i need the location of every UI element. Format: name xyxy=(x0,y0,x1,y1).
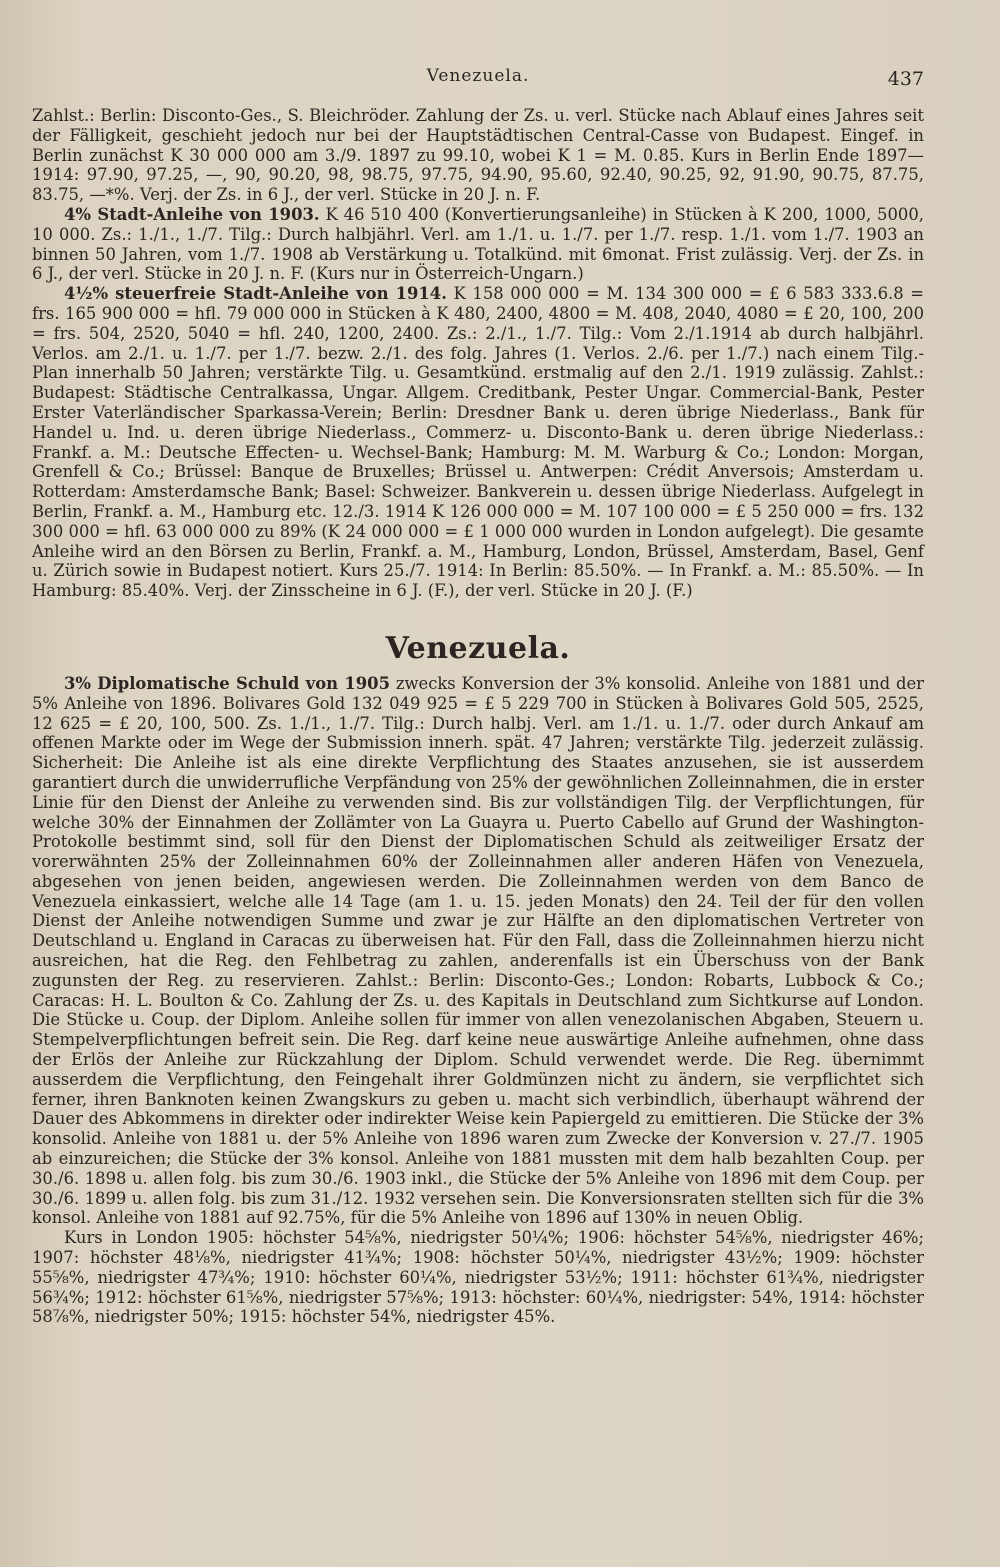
loan-1914-title: 4½% steuerfreie Stadt-Anleihe von 1914. xyxy=(64,284,447,304)
page-number: 437 xyxy=(887,68,924,90)
austria-zahlstellen-paragraph: Zahlst.: Berlin: Disconto-Ges., S. Bleichröder. Zahlung der Zs. u. verl. Stücke nach Ablauf eines Jahres seit der Fälligkeit, geschieht jedoch nur bei der Hauptstädtischen Central-Casse von Budapest. Eingef. in Berlin zunächst K 30 000 000 am 3./9. 1897 zu 99.10, wobei K 1 = M. 0.85. Kurs in Berlin Ende 1897—1914: 97.90, 97.25, —, 90, 90.20, 98, 98.75, 97.75, 94.90, 95.60, 92.40, 90.25, 92, 91.90, 90.75, 87.75, 83.75, —*%. Verj. der Zs. in 6 J., der verl. Stücke in 20 J. n. F. xyxy=(32,106,924,205)
loan-1914-text: K 158 000 000 = M. 134 300 000 = £ 6 583 333.6.8 = frs. 165 900 000 = hfl. 79 000 000 in Stücken à K 480, 2400, 4800 = M. 408, 2040, 4080 = £ 20, 100, 200 = frs. 504, 2520, 5040 = hfl. 240, 1200, 2400. Zs.: 2./1., 1./7. Tilg.: Vom 2./1.1914 ab durch halbjährl. Verlos. am 2./1. u. 1./7. per 1./7. bezw. 2./1. des folg. Jahres (1. Verlos. 2./6. per 1./7.) nach einem Tilg.-Plan innerhalb 50 Jahren; verstärkte Tilg. u. Gesamtkünd. erstmalig auf den 2./1. 1919 zulässig. Zahlst.: Budapest: Städtische Centralkassa, Ungar. Allgem. Creditbank, Pester Ungar. Commercial-Bank, Pester Erster Vaterländischer Sparkassa-Verein; Berlin: Dresdner Bank u. deren übrige Niederlass., Bank für Handel u. Ind. u. deren übrige Niederlass., Commerz- u. Disconto-Bank u. deren übrige Niederlass.: Frankf. a. M.: Deutsche Effecten- u. Wechsel-Bank; Hamburg: M. M. Warburg & Co.; London: Morgan, Grenfell & Co.; Brüssel: Banque de Bruxelles; Brüssel u. Antwerpen: Crédit Anversois; Amsterdam u. Rotterdam: Amsterdamsche Bank; Basel: Schweizer. Bankverein u. dessen übrige Niederlass. Aufgelegt in Berlin, Frankf. a. M., Hamburg etc. 12./3. 1914 K 126 000 000 = M. 107 100 000 = £ 5 250 000 = frs. 132 300 000 = hfl. 63 000 000 zu 89% (K 24 000 000 = £ 1 000 000 wurden in London aufgelegt). Die gesamte Anleihe wird an den Börsen zu Berlin, Frankf. a. M., Hamburg, London, Brüssel, Amsterdam, Basel, Genf u. Zürich sowie in Budapest notiert. Kurs 25./7. 1914: In Berlin: 85.50%. — In Frankf. a. M.: 85.50%. — In Hamburg: 85.40%. Verj. der Zinsscheine in 6 J. (F.), der verl. Stücke in 20 J. (F.) xyxy=(32,284,924,601)
section-heading-venezuela: Venezuela. xyxy=(385,630,571,666)
loan-1903-paragraph xyxy=(32,205,924,284)
loan-1903-title: 4% Stadt-Anleihe von 1903. xyxy=(64,204,320,224)
running-head xyxy=(32,66,924,106)
loan-1914-paragraph xyxy=(32,284,924,601)
diplomatic-debt-paragraph xyxy=(32,674,924,1228)
diplomatic-debt-text: zwecks Konversion der 3% konsolid. Anleihe von 1881 und der 5% Anleihe von 1896. Bolivares Gold 132 049 925 = £ 5 229 700 in Stücken à Bolivares Gold 505, 2525, 12 625 = £ 20, 100, 500. Zs. 1./1., 1./7. Tilg.: Durch halbj. Verl. am 1./1. u. 1./7. oder durch Ankauf am offenen Markte oder im Wege der Submission innerh. spät. 47 Jahren; verstärkte Tilg. jederzeit zulässig. Sicherheit: Die Anleihe ist als eine direkte Verpflichtung des Staates anzusehen, sie ist ausserdem garantiert durch die unwiderrufliche Verpfändung von 25% der gewöhnlichen Zolleinnahmen, die in erster Linie für den Dienst der Anleihe zu verwenden sind. Bis zur vollständigen Tilg. der Verpflichtungen, für welche 30% der Einnahmen der Zollämter von La Guayra u. Puerto Cabello auf Grund der Washington-Protokolle bestimmt sind, soll für den Dienst der Diplomatischen Schuld als zeitweiliger Ersatz der vorerwähnten 25% der Zolleinnahmen 60% der Zolleinnahmen aller anderen Häfen von Venezuela, abgesehen von jenen beiden, angewiesen werden. Die Zolleinnahmen werden von dem Banco de Venezuela einkassiert, welche alle 14 Tage (am 1. u. 15. jeden Monats) den 24. Teil der für den vollen Dienst der Anleihe notwendigen Summe und zwar je zur Hälfte an den diplomatischen Vertreter von Deutschland u. England in Caracas zu überweisen hat. Für den Fall, dass die Zolleinnahmen hierzu nicht ausreichen, hat die Reg. den Fehlbetrag zu zahlen, anderenfalls ist ein Überschuss von der Bank zugunsten der Reg. zu reservieren. Zahlst.: Berlin: Disconto-Ges.; London: Robarts, Lubbock & Co.; Caracas: H. L. Boulton & Co. Zahlung der Zs. u. des Kapitals in Deutschland zum Sichtkurse auf London. Die Stücke u. Coup. der Diplom. Anleihe sollen für immer von allen venezolanischen Abgaben, Steuern u. Stempelverpflichtungen befreit sein. Die Reg. darf keine neue auswärtige Anleihe aufnehmen, ohne dass der Erlös der Anleihe zur Rückzahlung der Diplom. Schuld verwendet werde. Die Reg. übernimmt ausserdem die Verpflichtung, den Feingehalt ihrer Goldmünzen nicht zu ändern, sie verpflichtet sich ferner, ihren Banknoten keinen Zwangskurs zu geben u. macht sich verbindlich, überhaupt während der Dauer des Abkommens in direkter oder indirekter Weise kein Papiergeld zu emittieren. Die Stücke der 3% konsolid. Anleihe von 1881 u. der 5% Anleihe von 1896 waren zum Zwecke der Konversion v. 27./7. 1905 ab einzureichen; die Stücke der 3% konsol. Anleihe von 1881 mussten mit dem halb bezahlten Coup. per 30./6. 1898 u. allen folg. bis zum 30./6. 1903 inkl., die Stücke der 5% Anleihe von 1896 mit dem Coup. per 30./6. 1899 u. allen folg. bis zum 31./12. 1932 versehen sein. Die Konversionsraten stellten sich für die 3% konsol. Anleihe von 1881 auf 92.75%, für die 5% Anleihe von 1896 auf 130% in neuen Oblig. xyxy=(32,673,924,1228)
running-title: Venezuela. xyxy=(426,66,530,86)
diplomatic-debt-title: 3% Diplomatische Schuld von 1905 xyxy=(64,673,390,693)
london-quotes-paragraph: Kurs in London 1905: höchster 54⅝%, niedrigster 50¼%; 1906: höchster 54⅝%, niedrigster 46%; 1907: höchster 48⅛%, niedrigster 41¾%; 1908: höchster 50¼%, niedrigster 43½%; 1909: höchster 55⅝%, niedrigster 47¾%; 1910: höchster 60¼%, niedrigster 53½%; 1911: höchster 61¾%, niedrigster 56¾%; 1912: höchster 61⅝%, niedrigster 57⅝%; 1913: höchster: 60¼%, niedrigster: 54%, 1914: höchster 58⅞%, niedrigster 50%; 1915: höchster 54%, niedrigster 45%. xyxy=(32,1228,924,1327)
loan-1903-text: K 46 510 400 (Konvertierungsanleihe) in Stücken à K 200, 1000, 5000, 10 000. Zs.: 1./1., 1./7. Tilg.: Durch halbjährl. Verl. am 1./1. u. 1./7. per 1./7. resp. 1./1. vom 1./7. 1903 an binnen 50 Jahren, vom 1./7. 1908 ab Verstärkung u. Totalkünd. mit 6monat. Frist zulässig. Verj. der Zs. in 6 J., der verl. Stücke in 20 J. n. F. (Kurs nur in Österreich-Ungarn.) xyxy=(32,204,924,284)
